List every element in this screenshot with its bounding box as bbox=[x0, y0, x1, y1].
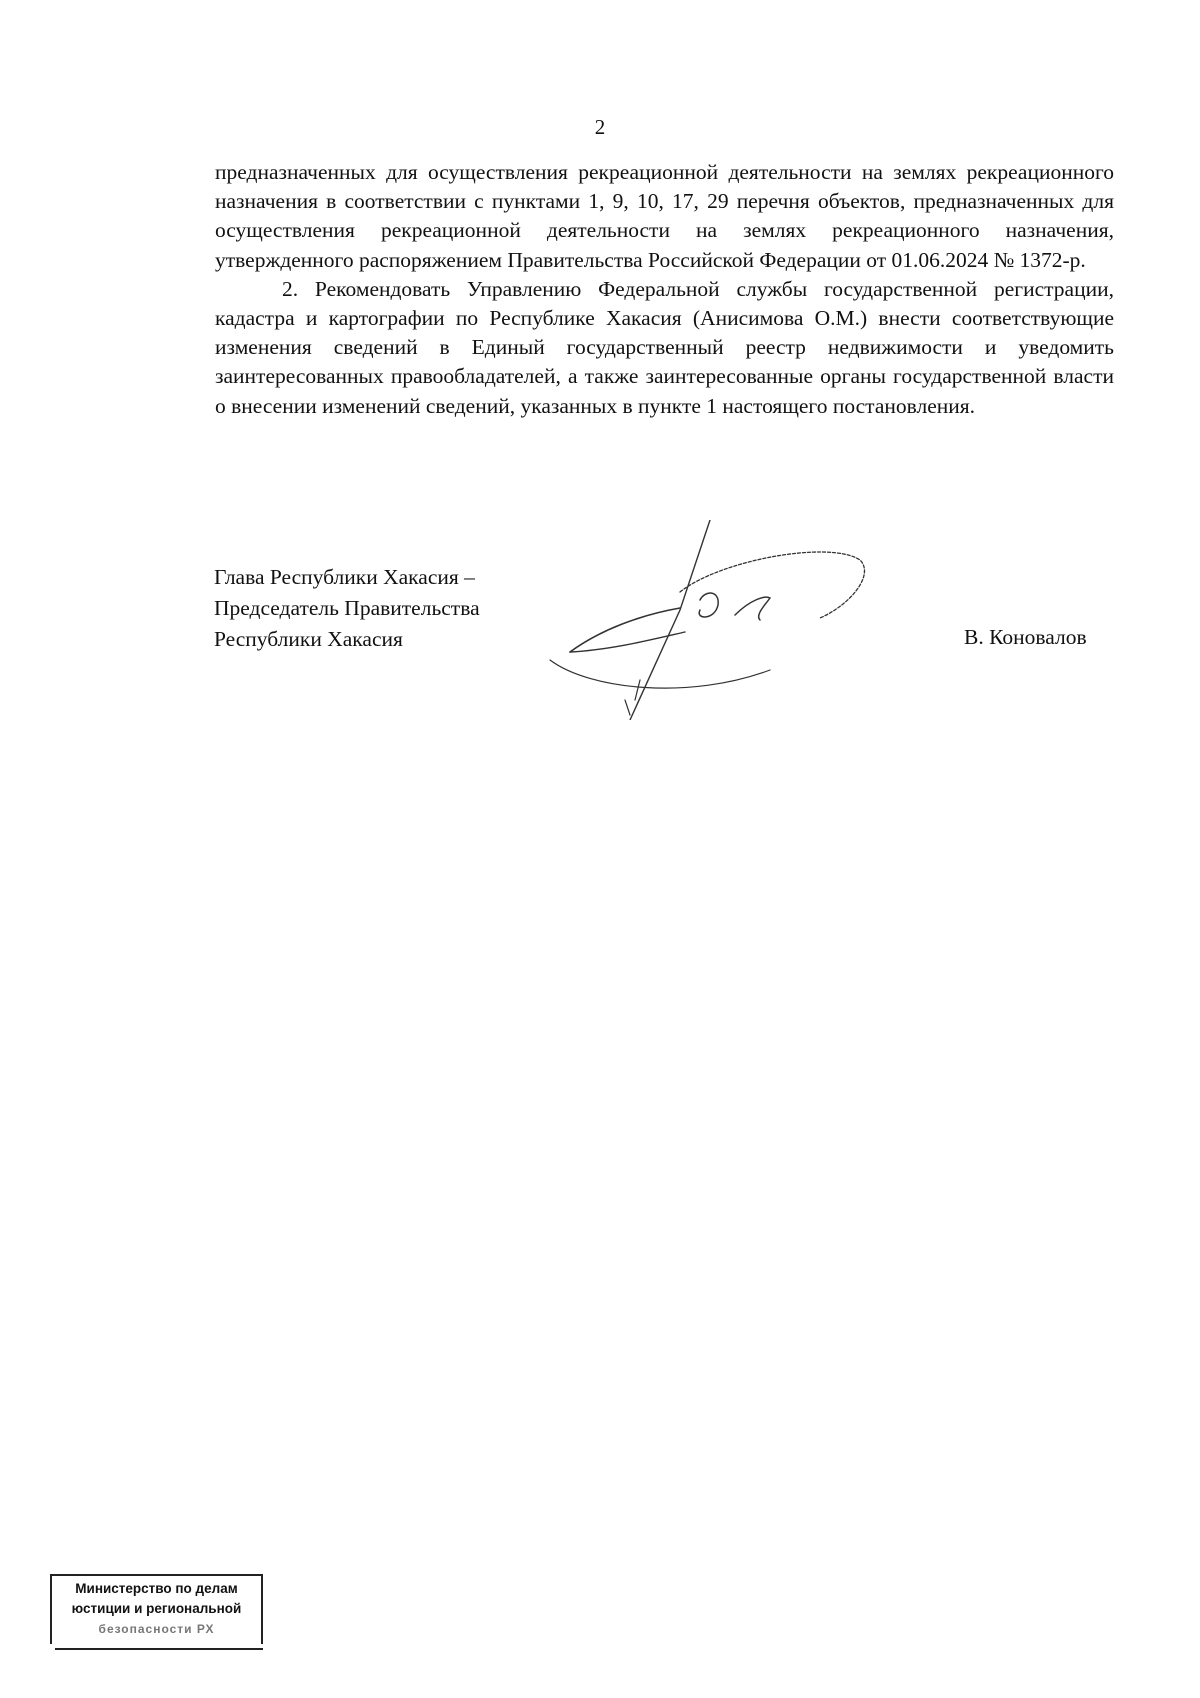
page-number: 2 bbox=[594, 115, 606, 139]
registration-stamp bbox=[50, 1574, 263, 1644]
stamp-bottom-border bbox=[55, 1644, 263, 1650]
signatory-title-line-3: Республики Хакасия bbox=[214, 627, 403, 651]
handwritten-signature bbox=[530, 520, 910, 720]
paragraph-2: 2. Рекомендовать Управлению Федеральной службы государственной регистрации, кадастра и картографии по Республике Хакасия (Анисимова О.М.) внести соответствующие изменения сведений в Единый государственный реестр недвижимости и уведомить заинтересованных правообладателей, а также заинтересованные органы государственной власти о внесении изменений сведений, указанных в пункте 1 настоящего постановления. bbox=[215, 276, 1114, 418]
paragraph-1: предназначенных для осуществления рекреационной деятельности на землях рекреационного назначения в соответствии с пунктами 1, 9, 10, 17, 29 перечня объектов, предназначенных для осуществления рекреационной деятельности на землях рекреационного назначения, утвержденного распоряжением Правительства Российской Федерации от 01.06.2024 № 1372-р. bbox=[215, 160, 1114, 272]
document-body bbox=[215, 158, 1114, 421]
stamp-line-3: безопасности РХ bbox=[98, 1622, 215, 1636]
stamp-line-1: Министерство по делам bbox=[75, 1581, 238, 1596]
stamp-line-2: юстиции и региональной bbox=[71, 1601, 242, 1616]
signatory-title-line-1: Глава Республики Хакасия – bbox=[214, 565, 475, 589]
signatory-title bbox=[214, 562, 480, 655]
signatory-title-line-2: Председатель Правительства bbox=[214, 596, 480, 620]
signer-name: В. Коновалов bbox=[964, 625, 1087, 649]
